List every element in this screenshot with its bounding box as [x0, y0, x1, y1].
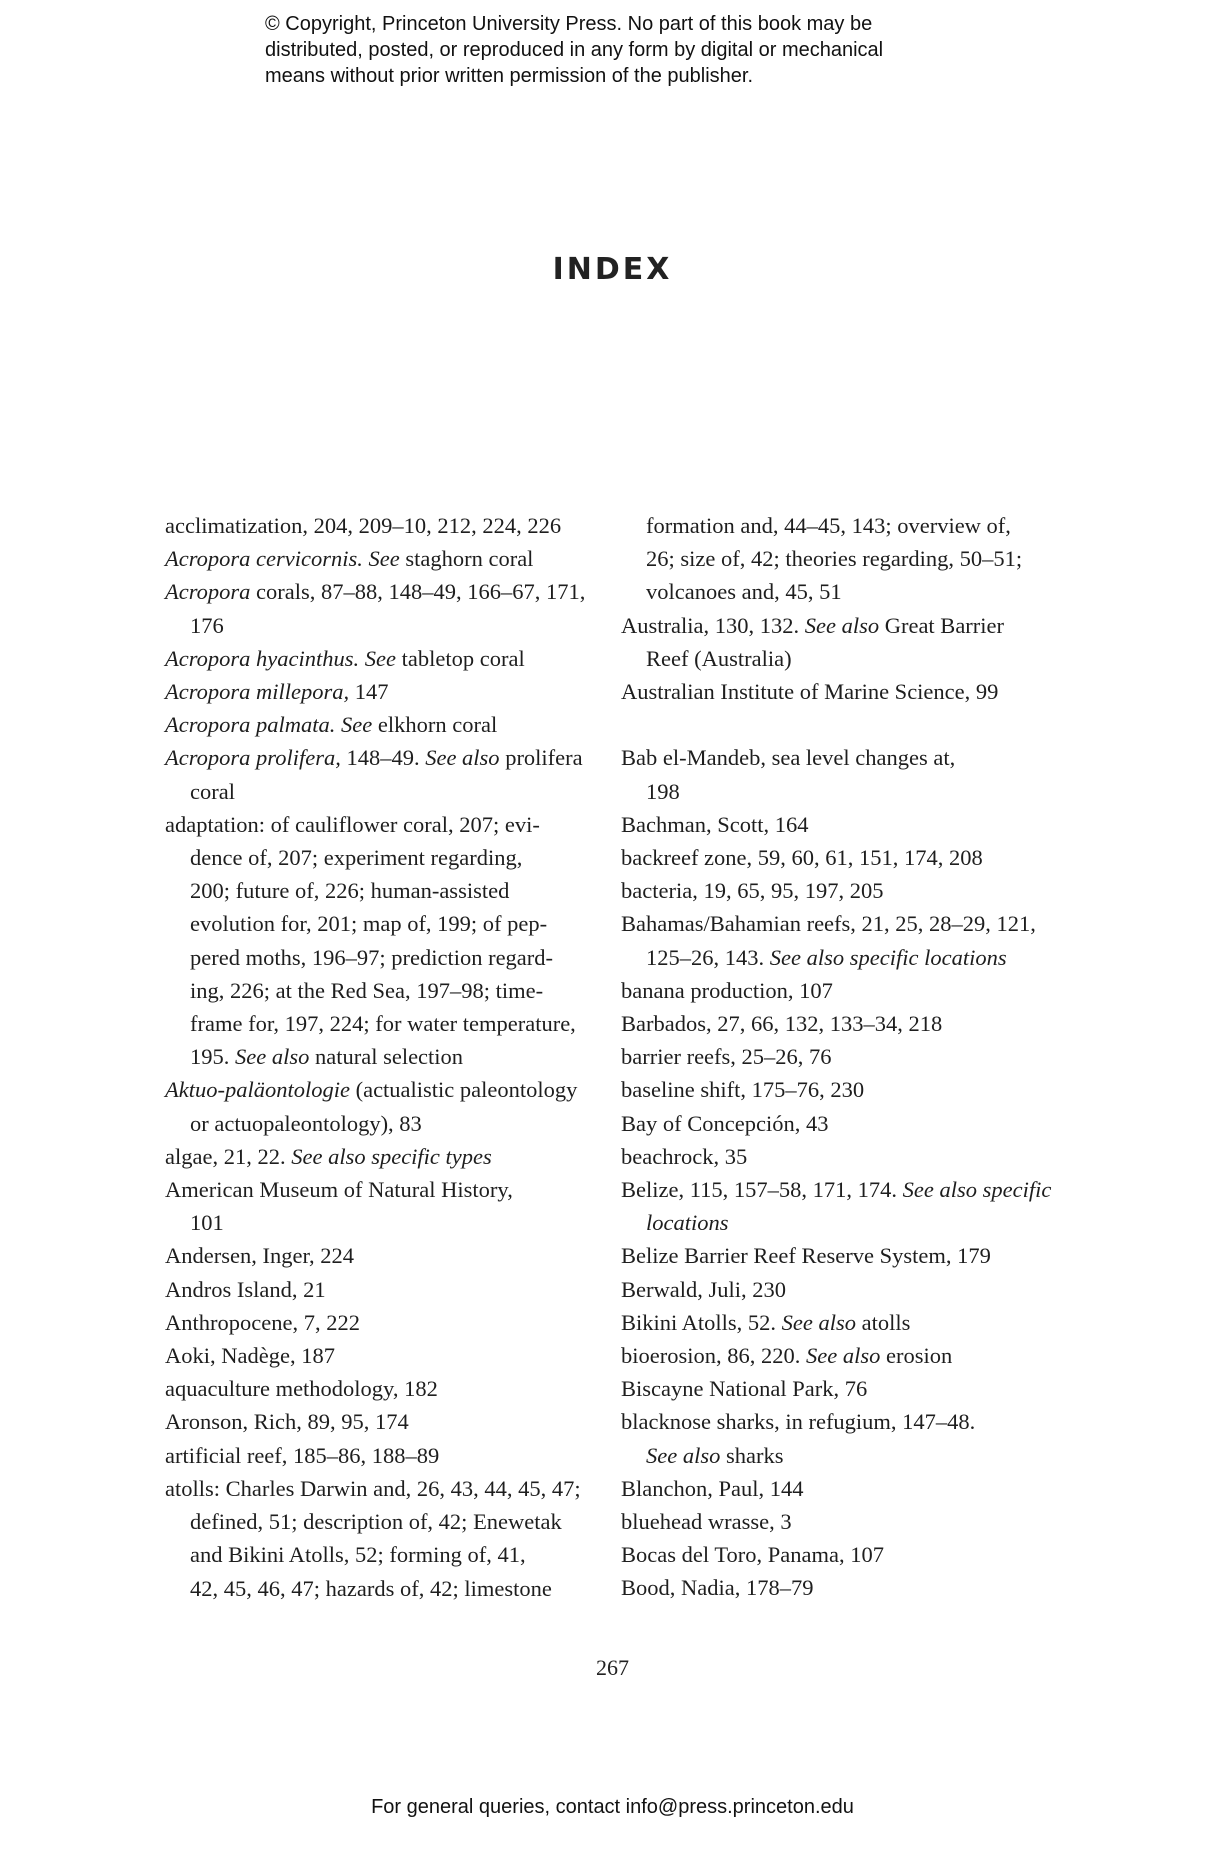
index-entry: algae, 21, 22. See also specific types: [165, 1143, 492, 1169]
copyright-notice: [265, 11, 985, 89]
index-entry-continuation: locations: [646, 1210, 729, 1236]
index-entry: bioerosion, 86, 220. See also erosion: [621, 1343, 953, 1369]
index-entry-continuation: See also sharks: [646, 1442, 784, 1468]
index-entry: bluehead wrasse, 3: [621, 1509, 792, 1535]
index-entry-continuation: 42, 45, 46, 47; hazards of, 42; limestone: [190, 1575, 552, 1601]
index-entry: Australia, 130, 132. See also Great Barrier: [621, 612, 1005, 638]
letter-group-gap: [621, 708, 1041, 741]
index-entry: adaptation: of cauliflower coral, 207; evi-: [165, 811, 540, 837]
index-entry-continuation: 101: [190, 1210, 224, 1236]
index-entry-continuation: ing, 226; at the Red Sea, 197–98; time-: [190, 977, 544, 1003]
index-entry: Anthropocene, 7, 222: [165, 1309, 360, 1335]
index-entry: Andros Island, 21: [165, 1276, 326, 1302]
index-entry: Bachman, Scott, 164: [621, 811, 809, 837]
index-entry: acclimatization, 204, 209–10, 212, 224, 226: [165, 513, 562, 538]
index-entry: Andersen, Inger, 224: [165, 1243, 355, 1269]
index-entry: Blanchon, Paul, 144: [621, 1475, 804, 1501]
index-entry: Berwald, Juli, 230: [621, 1276, 786, 1302]
index-entry: Aronson, Rich, 89, 95, 174: [165, 1409, 409, 1435]
index-entry: Acropora prolifera, 148–49. See also prolifera: [165, 745, 583, 771]
index-entry-continuation: Reef (Australia): [646, 645, 792, 671]
index-entry: Biscayne National Park, 76: [621, 1376, 868, 1402]
index-entry: Barbados, 27, 66, 132, 133–34, 218: [621, 1011, 943, 1037]
contact-footer: For general queries, contact info@press.princeton.edu: [371, 1796, 854, 1818]
index-entry: blacknose sharks, in refugium, 147–48.: [621, 1409, 976, 1435]
index-entry-continuation: 26; size of, 42; theories regarding, 50–51;: [646, 546, 1023, 572]
index-entry-continuation: dence of, 207; experiment regarding,: [190, 845, 523, 871]
index-entry: Bay of Concepción, 43: [621, 1110, 829, 1136]
index-entry-continuation: 176: [190, 612, 224, 638]
index-entry-continuation: volcanoes and, 45, 51: [646, 579, 842, 605]
page-title: INDEX: [552, 252, 673, 287]
index-entry: Acropora millepora, 147: [165, 679, 389, 705]
index-entry: beachrock, 35: [621, 1143, 748, 1169]
index-entry: Bahamas/Bahamian reefs, 21, 25, 28–29, 121,: [621, 911, 1036, 937]
index-entry-continuation: or actuopaleontology), 83: [190, 1110, 422, 1136]
index-entry: Australian Institute of Marine Science, 99: [621, 679, 999, 705]
index-entry: Aoki, Nadège, 187: [165, 1343, 335, 1369]
index-entry: Belize Barrier Reef Reserve System, 179: [621, 1243, 991, 1269]
index-entry-continuation: 198: [646, 778, 680, 804]
index-entry: Acropora corals, 87–88, 148–49, 166–67, 171,: [165, 579, 586, 605]
index-entry-continuation: 200; future of, 226; human-assisted: [190, 878, 510, 904]
index-entry: backreef zone, 59, 60, 61, 151, 174, 208: [621, 845, 983, 871]
index-entry-continuation: coral: [190, 778, 235, 804]
index-column-right: [621, 509, 1052, 1605]
index-entry: bacteria, 19, 65, 95, 197, 205: [621, 878, 884, 904]
index-entry: baseline shift, 175–76, 230: [621, 1077, 865, 1103]
index-entry: atolls: Charles Darwin and, 26, 43, 44, 45, 47;: [165, 1475, 581, 1501]
index-entry-continuation: pered moths, 196–97; prediction regard-: [190, 944, 554, 970]
index-entry: Aktuo-paläontologie (actualistic paleontology: [165, 1077, 578, 1103]
index-entry: Belize, 115, 157–58, 171, 174. See also specific: [621, 1177, 1052, 1203]
index-entry: Bocas del Toro, Panama, 107: [621, 1542, 884, 1568]
index-entry-continuation: 195. See also natural selection: [190, 1044, 464, 1070]
index-entry-continuation: defined, 51; description of, 42; Enewetak: [190, 1509, 562, 1535]
index-entry-continuation: formation and, 44–45, 143; overview of,: [646, 513, 1011, 538]
index-column-left: [165, 509, 585, 1605]
index-entry: barrier reefs, 25–26, 76: [621, 1044, 832, 1070]
index-entry-continuation: evolution for, 201; map of, 199; of pep-: [190, 911, 548, 937]
copyright-line: means without prior written permission of the publisher.: [265, 65, 754, 87]
index-entry: banana production, 107: [621, 977, 833, 1003]
copyright-line: distributed, posted, or reproduced in any form by digital or mechanical: [265, 39, 884, 61]
index-entry: American Museum of Natural History,: [165, 1177, 513, 1203]
index-entry-continuation: 125–26, 143. See also specific locations: [646, 944, 1007, 970]
index-entry-continuation: frame for, 197, 224; for water temperature,: [190, 1011, 576, 1037]
index-entry: aquaculture methodology, 182: [165, 1376, 438, 1402]
index-entry: Bab el-Mandeb, sea level changes at,: [621, 745, 956, 771]
index-entry: Acropora hyacinthus. See tabletop coral: [165, 645, 525, 671]
index-entry: artificial reef, 185–86, 188–89: [165, 1442, 440, 1468]
copyright-line: © Copyright, Princeton University Press. No part of this book may be: [265, 13, 873, 35]
index-entry: Bood, Nadia, 178–79: [621, 1575, 814, 1601]
page-number: 267: [596, 1655, 629, 1680]
index-entry: Bikini Atolls, 52. See also atolls: [621, 1309, 911, 1335]
index-entry: Acropora palmata. See elkhorn coral: [165, 712, 498, 738]
index-entry-continuation: and Bikini Atolls, 52; forming of, 41,: [190, 1542, 526, 1568]
index-entry: Acropora cervicornis. See staghorn coral: [165, 546, 534, 572]
